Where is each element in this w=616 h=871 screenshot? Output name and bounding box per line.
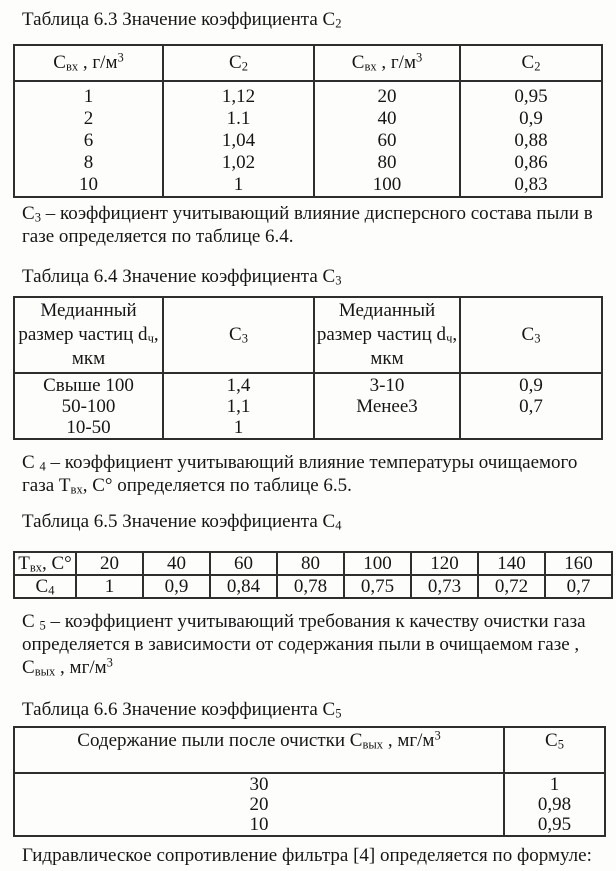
t63-col3-values [314, 81, 460, 197]
cell-value: 10 [79, 174, 98, 195]
cell-value: 40 [377, 108, 397, 129]
cell-value: 0,78 [277, 575, 344, 598]
cell-value: 1 [76, 575, 143, 598]
cell-value: 1,04 [221, 130, 256, 151]
cell-value: 0,9 [143, 575, 210, 598]
t64-col1-values [14, 373, 163, 439]
t63-body-row [14, 81, 602, 197]
t63-header-c2-right: $С_2$ [460, 45, 602, 81]
t66-col2-values [504, 773, 605, 836]
cell-value: 140 [478, 552, 545, 575]
cell-value: 1 [549, 774, 560, 795]
paragraph-c5-definition: С $_5$ – коэффициент учитывающий требования к качеству очистки газа определяется в зависимости от содержания пыли в очищаемом газе , $С_{вых}$ , $мг/м^3$ [22, 611, 586, 679]
cell-value: 100 [344, 552, 411, 575]
cell-value: 1 [233, 417, 244, 438]
cell-value: 40 [143, 552, 210, 575]
cell-value: 30 [249, 774, 269, 795]
cell-value: 80 [377, 152, 397, 173]
t63-col4-values [460, 81, 602, 197]
cell-value: 0,72 [478, 575, 545, 598]
t66-col1-values [14, 773, 504, 836]
paragraph-hydraulic-resistance: Гидравлическое сопротивление фильтра [4] определяется по формуле: [22, 845, 592, 866]
cell-value: 0,7 [545, 575, 612, 598]
t65-temperature-row [14, 552, 612, 575]
t64-col3-values [314, 373, 460, 439]
t66-header-dust-content: Содержание пыли после очистки $С_{вых}$ , $мг/м^3$ [14, 727, 504, 773]
table-6-3 [13, 44, 603, 198]
cell-value: 1 [83, 86, 94, 107]
table-6-4-caption: Таблица 6.4 Значение коэффициента $С_3$ [22, 266, 342, 288]
cell-value: 0,7 [519, 396, 543, 417]
cell-value: 80 [277, 552, 344, 575]
t66-header-c5: $С_5$ [504, 727, 605, 773]
cell-value: Свыше 100 [43, 375, 134, 396]
cell-value: 60 [210, 552, 277, 575]
cell-value: 0,95 [514, 86, 548, 107]
t63-header-row [14, 45, 602, 81]
cell-value: 20 [76, 552, 143, 575]
t64-header-c3-right: $С_3$ [460, 297, 602, 373]
cell-value: 20 [249, 794, 269, 815]
table-6-6-caption: Таблица 6.6 Значение коэффициента $С_5$ [22, 699, 342, 721]
cell-value: 0,98 [537, 794, 572, 815]
t65-c4-row [14, 575, 612, 598]
cell-value: 2 [83, 108, 94, 129]
cell-value: 0,95 [537, 814, 572, 835]
t64-header-size-right: Медианный размер частиц $d_ч$, мкм [314, 297, 460, 373]
table-6-5-caption: Таблица 6.5 Значение коэффициента $С_4$ [22, 511, 342, 533]
cell-value: 10 [249, 814, 269, 835]
paragraph-c4-definition: С $_4$ – коэффициент учитывающий влияние температуры очищаемого газа $Т_{вх}$, С° определяется по таблице 6.5. [22, 452, 578, 497]
cell-value: 0,9 [519, 108, 543, 129]
cell-value: 0,9 [519, 375, 543, 396]
t64-col4-values [460, 373, 602, 439]
cell-value: 1,12 [221, 86, 256, 107]
t63-header-cvx-right: $С_{вх}$ , $г/м^3$ [314, 45, 460, 81]
t63-header-cvx-left: $С_{вх}$ , $г/м^3$ [14, 45, 163, 81]
cell-value: 3-10 [369, 375, 405, 396]
cell-value: 0,83 [514, 174, 548, 195]
cell-value: 8 [83, 152, 94, 173]
cell-value: 60 [377, 130, 397, 151]
cell-value: 100 [372, 174, 402, 195]
cell-value: 0,73 [411, 575, 478, 598]
cell-value: 6 [83, 130, 94, 151]
cell-value: 0,84 [210, 575, 277, 598]
cell-value: 0,86 [514, 152, 548, 173]
cell-value: 1,4 [226, 375, 251, 396]
table-6-3-caption: Таблица 6.3 Значение коэффициента $С_2$ [22, 9, 342, 31]
t63-col2-values [163, 81, 314, 197]
t64-col2-values [163, 373, 314, 439]
t64-header-c3-left: $С_3$ [163, 297, 314, 373]
t66-body-row [14, 773, 605, 836]
table-6-6 [13, 726, 606, 837]
cell-value: 1,02 [221, 152, 256, 173]
cell-value: 10-50 [66, 417, 111, 438]
cell-value: 0,88 [514, 130, 548, 151]
t64-body-row [14, 373, 602, 439]
cell-value: 1,1 [226, 396, 251, 417]
t64-header-size-left: Медианный размер частиц $d_ч$, мкм [14, 297, 163, 373]
t64-header-row [14, 297, 602, 373]
t65-temperature-label: $Т_{вх}$, С° [14, 552, 76, 575]
table-6-5 [13, 551, 613, 599]
paragraph-c3-definition: $С_3$ – коэффициент учитывающий влияние дисперсного состава пыли в газе определяется по таблице 6.4. [22, 203, 593, 247]
t66-header-row [14, 727, 605, 773]
cell-value: 1 [233, 174, 244, 195]
t63-header-c2-left: $С_2$ [163, 45, 314, 81]
cell-value: Менее3 [356, 396, 418, 417]
cell-value: 50-100 [61, 396, 116, 417]
table-6-4 [13, 296, 603, 440]
t63-col1-values [14, 81, 163, 197]
cell-value: 20 [377, 86, 397, 107]
cell-value: 160 [545, 552, 612, 575]
t65-c4-label: $С_4$ [14, 575, 76, 598]
cell-value: 120 [411, 552, 478, 575]
cell-value: 0,75 [344, 575, 411, 598]
cell-value: 1.1 [226, 108, 251, 129]
